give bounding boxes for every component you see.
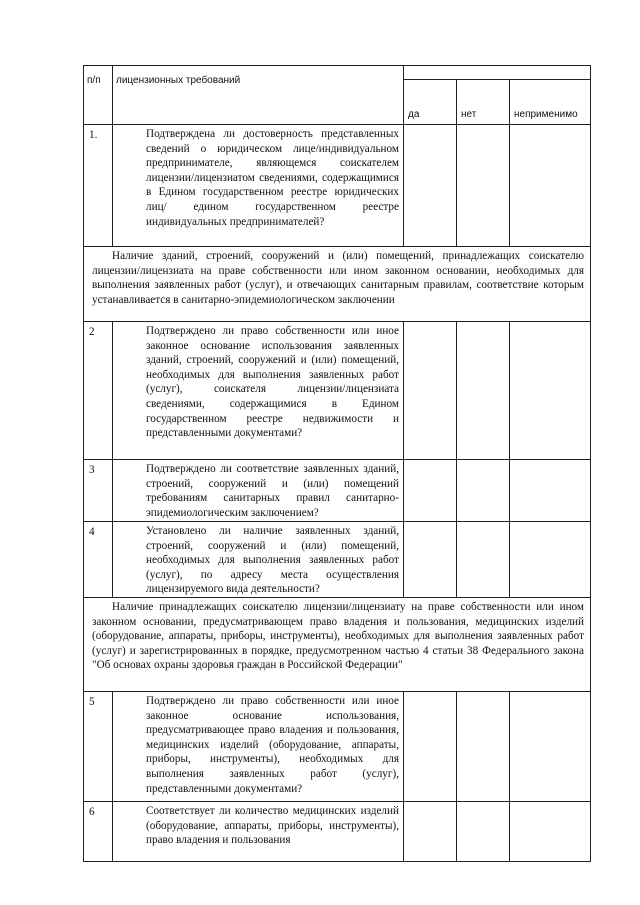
row-number: 3	[84, 460, 113, 522]
row-number: 1.	[84, 125, 113, 247]
row-question-text: Подтверждено ли соответствие заявленных зданий, строений, сооружений и (или) помещений требованиям санитарных правил санитарно-эпидемиологическим заключением?	[146, 463, 399, 519]
answer-cell-no[interactable]	[457, 322, 510, 460]
answer-cell-no[interactable]	[457, 522, 510, 598]
checklist-row	[84, 322, 591, 460]
answer-cell-no[interactable]	[457, 801, 510, 861]
row-question	[113, 460, 404, 522]
checklist-row	[84, 460, 591, 522]
row-question	[113, 691, 404, 801]
row-question	[113, 522, 404, 598]
row-number: 2	[84, 322, 113, 460]
answer-cell-na[interactable]	[510, 460, 591, 522]
header-answer-group	[404, 66, 591, 80]
answer-cell-yes[interactable]	[404, 801, 457, 861]
section-heading-row	[84, 247, 591, 322]
row-question	[113, 322, 404, 460]
answer-cell-no[interactable]	[457, 125, 510, 247]
answer-cell-yes[interactable]	[404, 522, 457, 598]
header-row-top	[84, 66, 591, 80]
checklist-table	[83, 65, 591, 862]
section-heading: Наличие зданий, строений, сооружений и (или) помещений, принадлежащих соискателю лицензии/лицензиата на праве собственности или ином законном основании, необходимых для выполнения заявленных работ (услуг), и отвечающих санитарным правилам, соответствие которым устанавливается в санитарно-эпидемиологическом заключении	[84, 247, 591, 322]
checklist-row	[84, 691, 591, 801]
row-question	[113, 125, 404, 247]
row-question-text: Подтверждено ли право собственности или иное законное основание использования, предусматривающее право владения и пользования, медицинских изделий (оборудование, аппараты, приборы, инструменты), необходимых для выполнения заявленных работ (услуг), представленными документами?	[146, 694, 399, 795]
answer-cell-no[interactable]	[457, 460, 510, 522]
header-answer-yes: да	[404, 80, 457, 125]
header-answer-no: нет	[457, 80, 510, 125]
answer-cell-na[interactable]	[510, 125, 591, 247]
answer-cell-na[interactable]	[510, 322, 591, 460]
answer-cell-na[interactable]	[510, 522, 591, 598]
section-heading: Наличие принадлежащих соискателю лицензии/лицензиату на праве собственности или ином законном основании, предусматривающем право владения и пользования, медицинских изделий (оборудование, аппараты, приборы, инструменты), необходимых для выполнения заявленных работ (услуг) и зарегистрированных в порядке, предусмотренном частью 4 статьи 38 Федерального закона "Об основах охраны здоровья граждан в Российской Федерации"	[84, 597, 591, 691]
header-requirement-col: лицензионных требований	[113, 66, 404, 125]
answer-cell-yes[interactable]	[404, 691, 457, 801]
checklist-row	[84, 801, 591, 861]
answer-cell-yes[interactable]	[404, 460, 457, 522]
section-heading-row	[84, 597, 591, 691]
answer-cell-na[interactable]	[510, 691, 591, 801]
row-question-text: Подтверждена ли достоверность представленных сведений о юридическом лице/индивидуальном предпринимателе, являющемся соискателем лицензии/лицензиатом сведениями, содержащимися в Едином государственном реестре юридических лиц/ едином государственном реестре индивидуальных предпринимателей?	[146, 128, 399, 228]
checklist-row	[84, 125, 591, 247]
row-number: 4	[84, 522, 113, 598]
row-question-text: Подтверждено ли право собственности или иное законное основание использования заявленных зданий, строений, сооружений и (или) помещений, необходимых для выполнения заявленных работ (услуг), соискателя лицензии/лицензиата сведениями, содержащимися в Едином государственном реестре недвижимости и представленными документами?	[146, 325, 399, 440]
header-num-col: п/п	[84, 66, 113, 125]
answer-cell-yes[interactable]	[404, 125, 457, 247]
checklist-body	[84, 66, 591, 862]
header-answer-na: неприменимо	[510, 80, 591, 125]
row-number: 5	[84, 691, 113, 801]
answer-cell-na[interactable]	[510, 801, 591, 861]
checklist-row	[84, 522, 591, 598]
row-number: 6	[84, 801, 113, 861]
answer-cell-yes[interactable]	[404, 322, 457, 460]
row-question-text: Соответствует ли количество медицинских изделий (оборудование, аппараты, приборы, инструменты), право владения и пользования	[146, 804, 399, 847]
answer-cell-no[interactable]	[457, 691, 510, 801]
row-question-text: Установлено ли наличие заявленных зданий, строений, сооружений и (или) помещений, необходимых для выполнения заявленных работ (услуг), по адресу места осуществления лицензируемого вида деятельности?	[146, 525, 399, 596]
row-question	[113, 801, 404, 861]
